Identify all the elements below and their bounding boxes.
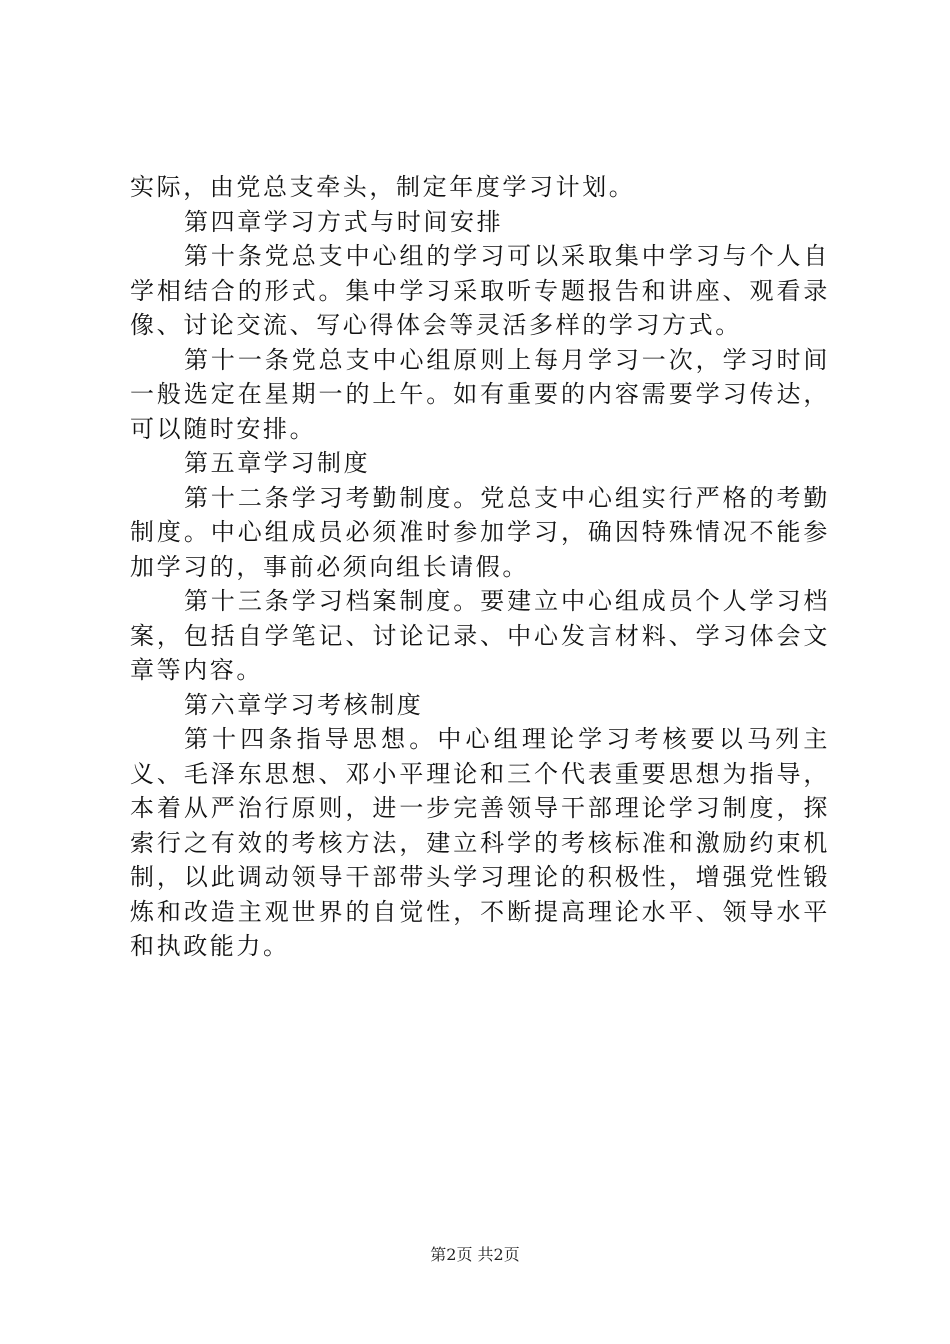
article-12: 第十二条学习考勤制度。党总支中心组实行严格的考勤制度。中心组成员必须准时参加学习，确因特殊情况不能参加学习的，事前必须向组长请假。 — [130, 483, 830, 581]
chapter-heading-6: 第六章学习考核制度 — [184, 690, 424, 719]
chapter-heading-4: 第四章学习方式与时间安排 — [184, 207, 504, 236]
paragraph-continuation: 实际，由党总支牵头，制定年度学习计划。 — [130, 173, 636, 201]
article-13: 第十三条学习档案制度。要建立中心组成员个人学习档案，包括自学笔记、讨论记录、中心发言材料、学习体会文章等内容。 — [130, 587, 830, 684]
document-body — [130, 170, 830, 964]
chapter-heading-5: 第五章学习制度 — [184, 449, 371, 477]
page-footer: 第2页 共2页 — [430, 1245, 520, 1264]
article-10: 第十条党总支中心组的学习可以采取集中学习与个人自学相结合的形式。集中学习采取听专题报告和讲座、观看录像、讨论交流、写心得体会等灵活多样的学习方式。 — [130, 242, 830, 339]
article-11: 第十一条党总支中心组原则上每月学习一次，学习时间一般选定在星期一的上午。如有重要的内容需要学习传达，可以随时安排。 — [130, 345, 830, 443]
article-14: 第十四条指导思想。中心组理论学习考核要以马列主义、毛泽东思想、邓小平理论和三个代表重要思想为指导，本着从严治行原则，进一步完善领导干部理论学习制度，探索行之有效的考核方法，建立科学的考核标准和激励约束机制，以此调动领导干部带头学习理论的积极性，增强党性锻炼和改造主观世界的自觉性，不断提高理论水平、领导水平和执政能力。 — [130, 725, 830, 960]
